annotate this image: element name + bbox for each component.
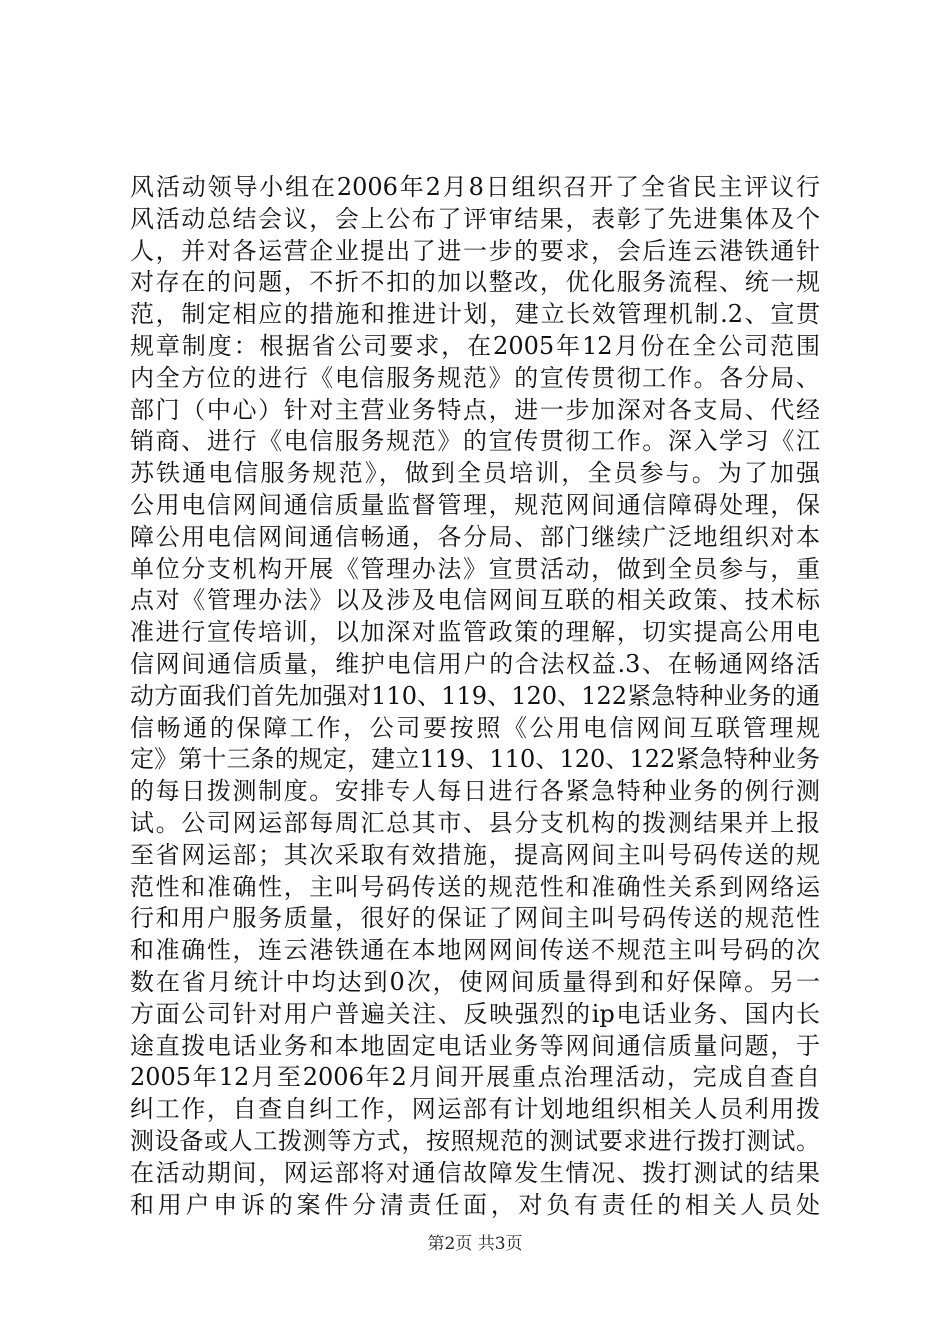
text-line: 销商、进行《电信服务规范》的宣传贯彻工作。深入学习《江 (130, 427, 820, 456)
text-line: 动方面我们首先加强对110、119、120、122紧急特种业务的通 (130, 681, 820, 710)
text-line: 内全方位的进行《电信服务规范》的宣传贯彻工作。各分局、 (130, 363, 820, 392)
text-line: 对存在的问题，不折不扣的加以整改，优化服务流程、统一规 (130, 268, 820, 297)
text-line: 试。公司网运部每周汇总其市、县分支机构的拨测结果并上报 (130, 808, 820, 837)
text-line: 测设备或人工拨测等方式，按照规范的测试要求进行拨打测试。 (130, 1126, 820, 1155)
text-line: 范，制定相应的措施和推进计划，建立长效管理机制.2、宣贯 (130, 300, 820, 329)
text-line: 人，并对各运营企业提出了进一步的要求，会后连云港铁通针 (130, 236, 820, 265)
text-line: 途直拨电话业务和本地固定电话业务等网间通信质量问题，于 (130, 1031, 820, 1060)
text-line: 风活动领导小组在2006年2月8日组织召开了全省民主评议行 (130, 173, 820, 201)
text-line: 2005年12月至2006年2月间开展重点治理活动，完成自查自 (130, 1063, 820, 1092)
text-line: 数在省月统计中均达到0次，使网间质量得到和好保障。另一 (130, 967, 820, 996)
text-line: 障公用电信网间通信畅通，各分局、部门继续广泛地组织对本 (130, 522, 820, 551)
text-line: 和用户申诉的案件分清责任面，对负有责任的相关人员处 (130, 1190, 820, 1219)
text-line: 信网间通信质量，维护电信用户的合法权益.3、在畅通网络活 (130, 649, 820, 678)
text-line: 准进行宣传培训，以加深对监管政策的理解，切实提高公用电 (130, 618, 820, 647)
text-line: 点对《管理办法》以及涉及电信网间互联的相关政策、技术标 (130, 586, 820, 615)
text-line: 部门（中心）针对主营业务特点，进一步加深对各支局、代经 (130, 395, 820, 424)
text-line: 方面公司针对用户普遍关注、反映强烈的ip电话业务、国内长 (130, 999, 820, 1028)
text-line: 在活动期间，网运部将对通信故障发生情况、拨打测试的结果 (130, 1158, 820, 1187)
text-line: 范性和准确性，主叫号码传送的规范性和准确性关系到网络运 (130, 872, 820, 901)
text-line: 至省网运部；其次采取有效措施，提高网间主叫号码传送的规 (130, 840, 820, 869)
text-line: 风活动总结会议，会上公布了评审结果，表彰了先进集体及个 (130, 204, 820, 233)
text-line: 信畅通的保障工作，公司要按照《公用电信网间互联管理规 (130, 713, 820, 742)
text-line: 公用电信网间通信质量监督管理，规范网间通信障碍处理，保 (130, 490, 820, 519)
text-line: 苏铁通电信服务规范》，做到全员培训，全员参与。为了加强 (130, 459, 820, 488)
text-line: 单位分支机构开展《管理办法》宣贯活动，做到全员参与，重 (130, 554, 820, 583)
body-text (130, 172, 820, 1221)
text-line: 行和用户服务质量，很好的保证了网间主叫号码传送的规范性 (130, 904, 820, 933)
page-number: 第2页 共3页 (427, 1234, 523, 1254)
text-line: 纠工作，自查自纠工作，网运部有计划地组织相关人员利用拨 (130, 1095, 820, 1124)
text-line: 的每日拨测制度。安排专人每日进行各紧急特种业务的例行测 (130, 777, 820, 806)
text-line: 和准确性，连云港铁通在本地网网间传送不规范主叫号码的次 (130, 936, 820, 965)
text-line: 规章制度：根据省公司要求，在2005年12月份在全公司范围 (130, 331, 820, 360)
text-line: 定》第十三条的规定，建立119、110、120、122紧急特种业务 (130, 745, 820, 774)
